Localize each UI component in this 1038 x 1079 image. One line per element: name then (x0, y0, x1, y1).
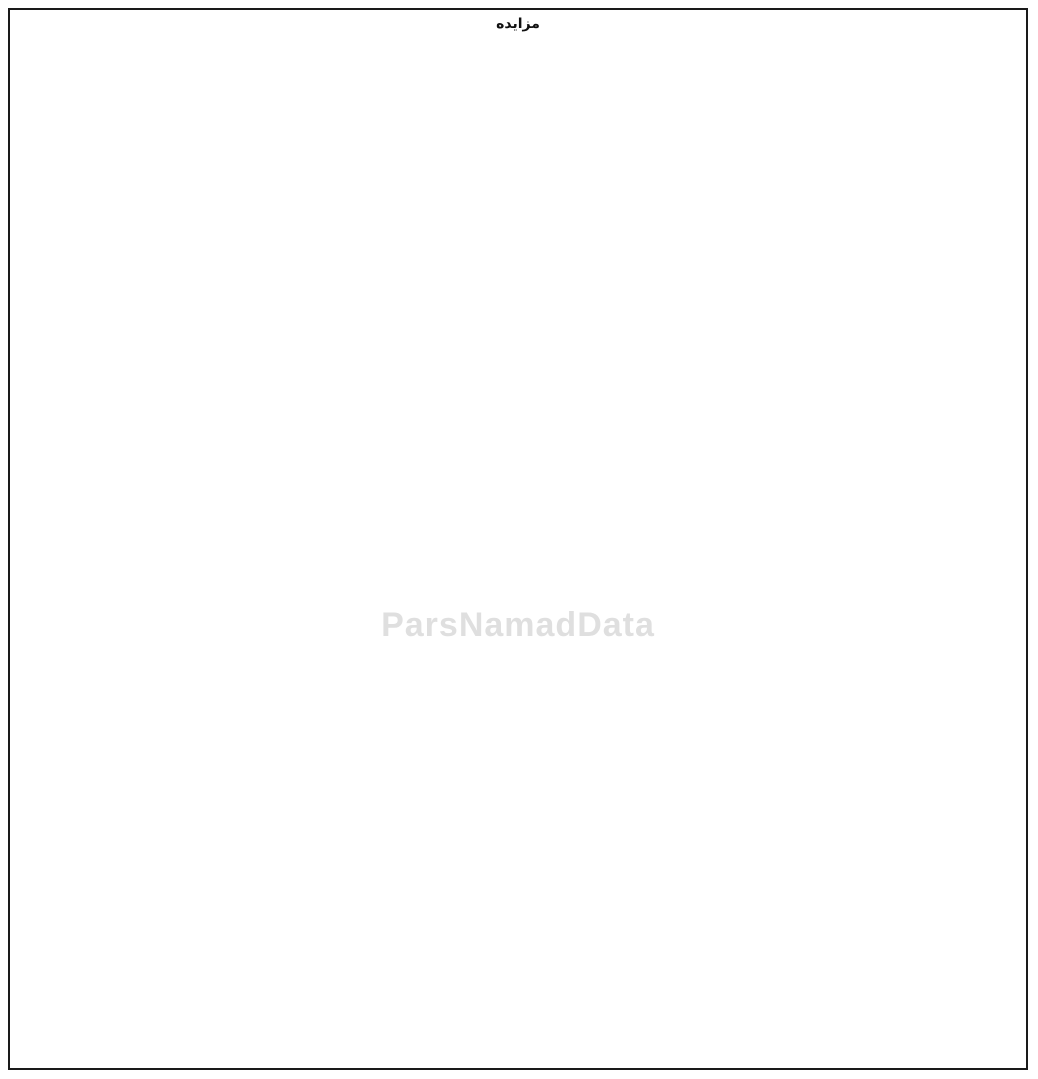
notice-body (32, 38, 1004, 1058)
paragraph-gap (32, 38, 1004, 52)
notice-title: مزایده (496, 16, 540, 32)
watermark: ParsNamadData (381, 606, 655, 644)
notice-page (8, 8, 1028, 1070)
